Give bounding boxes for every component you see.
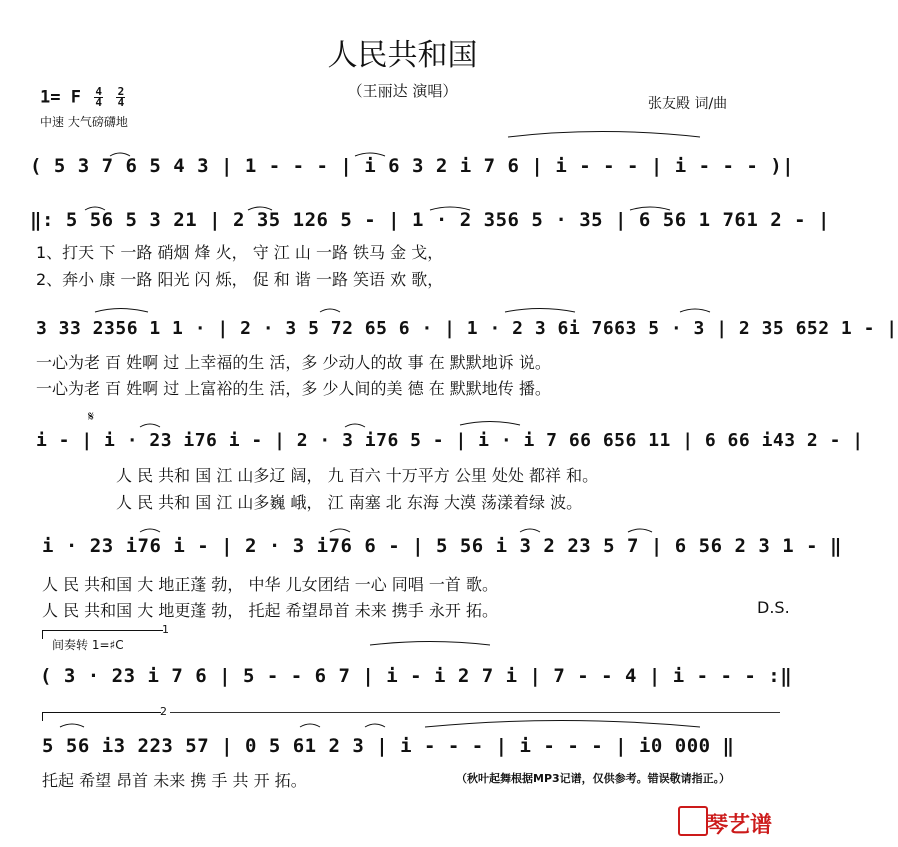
score-line-interlude: ( 3 · 23 i 7 6 | 5 - - 6 7 | i - i 2 7 i | 7 - - 4 | i - - - :‖: [40, 665, 793, 687]
page-title: 人民共和国: [327, 38, 478, 73]
score-line-chorus-1: i - | i · 23 i76 i - | 2 · 3 i76 5 - | i · i 7 66 656 11 | 6 66 i43 2 - |: [36, 430, 864, 451]
tempo-marking: 中速 大气磅礴地: [40, 115, 128, 129]
singer-credit: （王丽达 演唱）: [347, 82, 458, 100]
time-signature-1: $\frac{4}{4}$: [95, 85, 103, 109]
score-line-intro: ( 5 3 7 6 5 4 3 | 1 - - - | i 6 3 2 i 7 6 | i - - - | i - - - )|: [30, 155, 795, 177]
volta-1-label: 1: [162, 623, 169, 636]
composer-credit: 张友殿 词/曲: [648, 96, 728, 112]
logo-icon: [678, 806, 708, 836]
site-logo-text: 琴艺谱: [706, 813, 773, 838]
lyric-line-3a: 人 民 共和 国 江 山多辽 阔， 九 百六 十万平方 公里 处处 都祥 和。: [116, 466, 599, 485]
score-line-verse-1: ‖: 5 56 5 3 21 | 2 35 126 5 - | 1 · 2 356 5 · 35 | 6 56 1 761 2 - |: [30, 209, 830, 231]
score-line-verse-2: 3 33 2356 1 1 · | 2 · 3 5 72 65 6 · | 1 · 2 3 6i 7663 5 · 3 | 2 35 652 1 - |: [36, 318, 898, 339]
lyric-line-1a: 1、打天 下 一路 硝烟 烽 火， 守 江 山 一路 铁马 金 戈，: [36, 243, 444, 262]
lyric-line-4b: 人 民 共和国 大 地更蓬 勃， 托起 希望昂首 未来 携手 永开 拓。: [42, 601, 498, 620]
score-line-chorus-2: i · 23 i76 i - | 2 · 3 i76 6 - | 5 56 i 3 2 23 5 7 | 6 56 2 3 1 - ‖: [42, 535, 842, 557]
score-line-ending: 5 56 i3 223 57 | 0 5 61 2 3 | i - - - | i - - - | i0 000 ‖: [42, 735, 735, 757]
volta-bracket-2: [42, 712, 161, 721]
lyric-line-4a: 人 民 共和国 大 地正蓬 勃， 中华 儿女团结 一心 同唱 一首 歌。: [42, 575, 498, 594]
interlude-marking: 间奏转 1=♯C: [52, 638, 124, 652]
time-signature-2: $\frac{2}{4}$: [117, 85, 125, 109]
ds-marking: D.S.: [757, 598, 790, 617]
lyric-line-5: 托起 希望 昂首 未来 携 手 共 开 拓。: [42, 771, 307, 790]
lyric-line-2b: 一心为老 百 姓啊 过 上富裕的生 活，多 少人间的美 德 在 默默地传 播。: [36, 379, 551, 398]
volta-2-extension: [170, 712, 780, 713]
lyric-line-3b: 人 民 共和 国 江 山多巍 峨， 江 南塞 北 东海 大漠 荡漾着绿 波。: [116, 493, 583, 512]
key-signature: 1= F $\frac{4}{4}$ $\frac{2}{4}$: [40, 85, 125, 109]
segno-sign: 𝄋: [88, 408, 95, 424]
lyric-line-2a: 一心为老 百 姓啊 过 上幸福的生 活，多 少动人的故 事 在 默默地诉 说。: [36, 353, 551, 372]
lyric-line-1b: 2、奔小 康 一路 阳光 闪 烁， 促 和 谐 一路 笑语 欢 歌，: [36, 270, 444, 289]
transcription-note: （秋叶起舞根据MP3记谱，仅供参考。错误敬请指正。）: [456, 772, 731, 785]
volta-2-label: 2: [160, 705, 167, 718]
